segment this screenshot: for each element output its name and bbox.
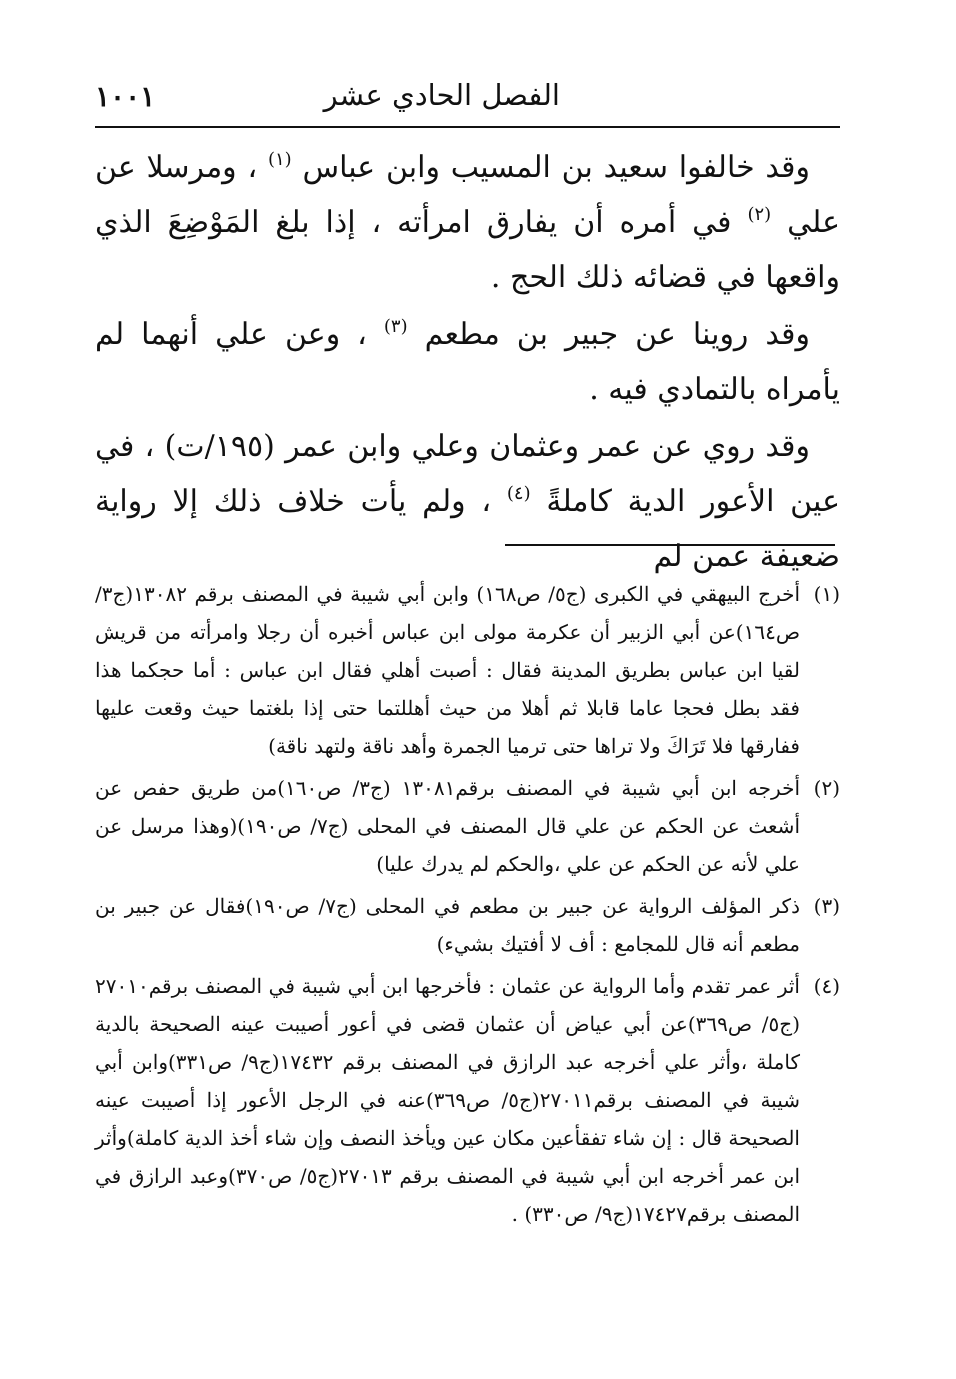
footnote-reference: (٤)	[506, 483, 531, 504]
main-text	[95, 140, 840, 586]
footnote-text: أخرج البيهقي في الكبرى (ج٥/ ص١٦٨) وابن أبي شيبة في المصنف برقم ١٣٠٨٢(ج٣/ ص١٦٤)عن أبي الزبير أن عكرمة مولى ابن عباس أخبره أن رجلا وامرأته من قريش لقيا ابن عباس بطريق المدينة فقال : أصبت أهلي فقال ابن عباس : أما حجكما هذا فقد بطل فحجا عاما قابلا ثم أهلا من حيث أهللتما حتى إذا بلغتما حيث وقعت عليها ففارقها فلا تَرَاكَ ولا تراها حتى ترميا الجمرة وأهد ناقة ولتهد ناقة)	[95, 582, 801, 758]
page-number: ١٠٠١	[95, 80, 156, 113]
footnote-reference: (١)	[267, 149, 292, 170]
header-divider	[95, 126, 840, 128]
footnote	[95, 967, 840, 1233]
footnote-reference: (٣)	[383, 316, 408, 337]
footnote-text: ذكر المؤلف الرواية عن جبير بن مطعم في المحلى (ج٧/ ص١٩٠)فقال عن جبير بن مطعم أنه قال للمجامع : أف لا أفتيك بشيء)	[95, 894, 800, 956]
paragraph-text: وقد روي عن عمر وعثمان وعلي وابن عمر (١٩٥/ت) ، في عين الأعور الدية كاملةً	[95, 429, 840, 519]
footnote	[95, 575, 840, 765]
paragraph	[95, 307, 840, 417]
footnote-number: (١)	[813, 582, 840, 606]
footnote-text: أخرجه ابن أبي شيبة في المصنف برقم١٣٠٨١ (ج٣/ ص١٦٠)من طريق حفص عن أشعث عن الحكم عن علي قال المصنف في المحلى (ج٧/ ص١٩٠)(وهذا مرسل عن علي لأنه عن الحكم عن علي ،والحكم لم يدرك عليا)	[95, 776, 801, 876]
footnote-text: أثر عمر تقدم وأما الرواية عن عثمان : فأخرجها ابن أبي شيبة في المصنف برقم٢٧٠١٠ (ج٥/ ص٣٦٩)عن أبي عياض أن عثمان قضى في أعور أصيبت عينه الصحيحة بالدية كاملة ،وأثر علي أخرجه عبد الرازق في المصنف برقم ١٧٤٣٢(ج٩/ ص٣٣١)وابن أبي شيبة في المصنف برقم٢٧٠١١(ج٥/ ص٣٦٩)عنه في الرجل الأعور إذا أصيبت عينه الصحيحة قال : إن شاء تفقأعين مكان عين ويأخذ النصف وإن شاء أخذ الدية كاملة)وأثر ابن عمر أخرجه ابن أبي شيبة في المصنف برقم ٢٧٠١٣(ج٥/ ص٣٧٠)وعبد الرازق في المصنف برقم١٧٤٢٧(ج٩/ ص٣٣٠) .	[95, 974, 801, 1226]
footnote-number: (٢)	[813, 776, 840, 800]
paragraph-text: في أمره أن يفارق امرأته ، إذا بلغ المَوْضِعَ الذي واقعها في قضائه ذلك الحج .	[95, 205, 840, 295]
paragraph-text: وقد روينا عن جبير بن مطعم	[424, 317, 810, 352]
paragraph-text: ، ولم يأت خلاف ذلك إلا رواية ضعيفة عمن لم	[95, 484, 840, 574]
footnote	[95, 769, 840, 883]
footnote-number: (٣)	[813, 894, 840, 918]
footnote	[95, 887, 840, 963]
footnotes	[95, 575, 840, 1237]
chapter-title: الفصل الحادي عشر	[323, 78, 560, 112]
footnote-separator	[505, 544, 835, 546]
paragraph	[95, 140, 840, 305]
footnote-number: (٤)	[813, 974, 840, 998]
paragraph-text: ، وعن علي أنهما لم يأمراه بالتمادي فيه .	[95, 317, 840, 407]
paragraph-text: وقد خالفوا سعيد بن المسيب وابن عباس	[302, 150, 810, 185]
page-header	[95, 78, 840, 128]
paragraph	[95, 419, 840, 584]
paragraph-text: ، ومرسلا عن علي	[95, 150, 840, 240]
footnote-reference: (٢)	[747, 204, 772, 225]
